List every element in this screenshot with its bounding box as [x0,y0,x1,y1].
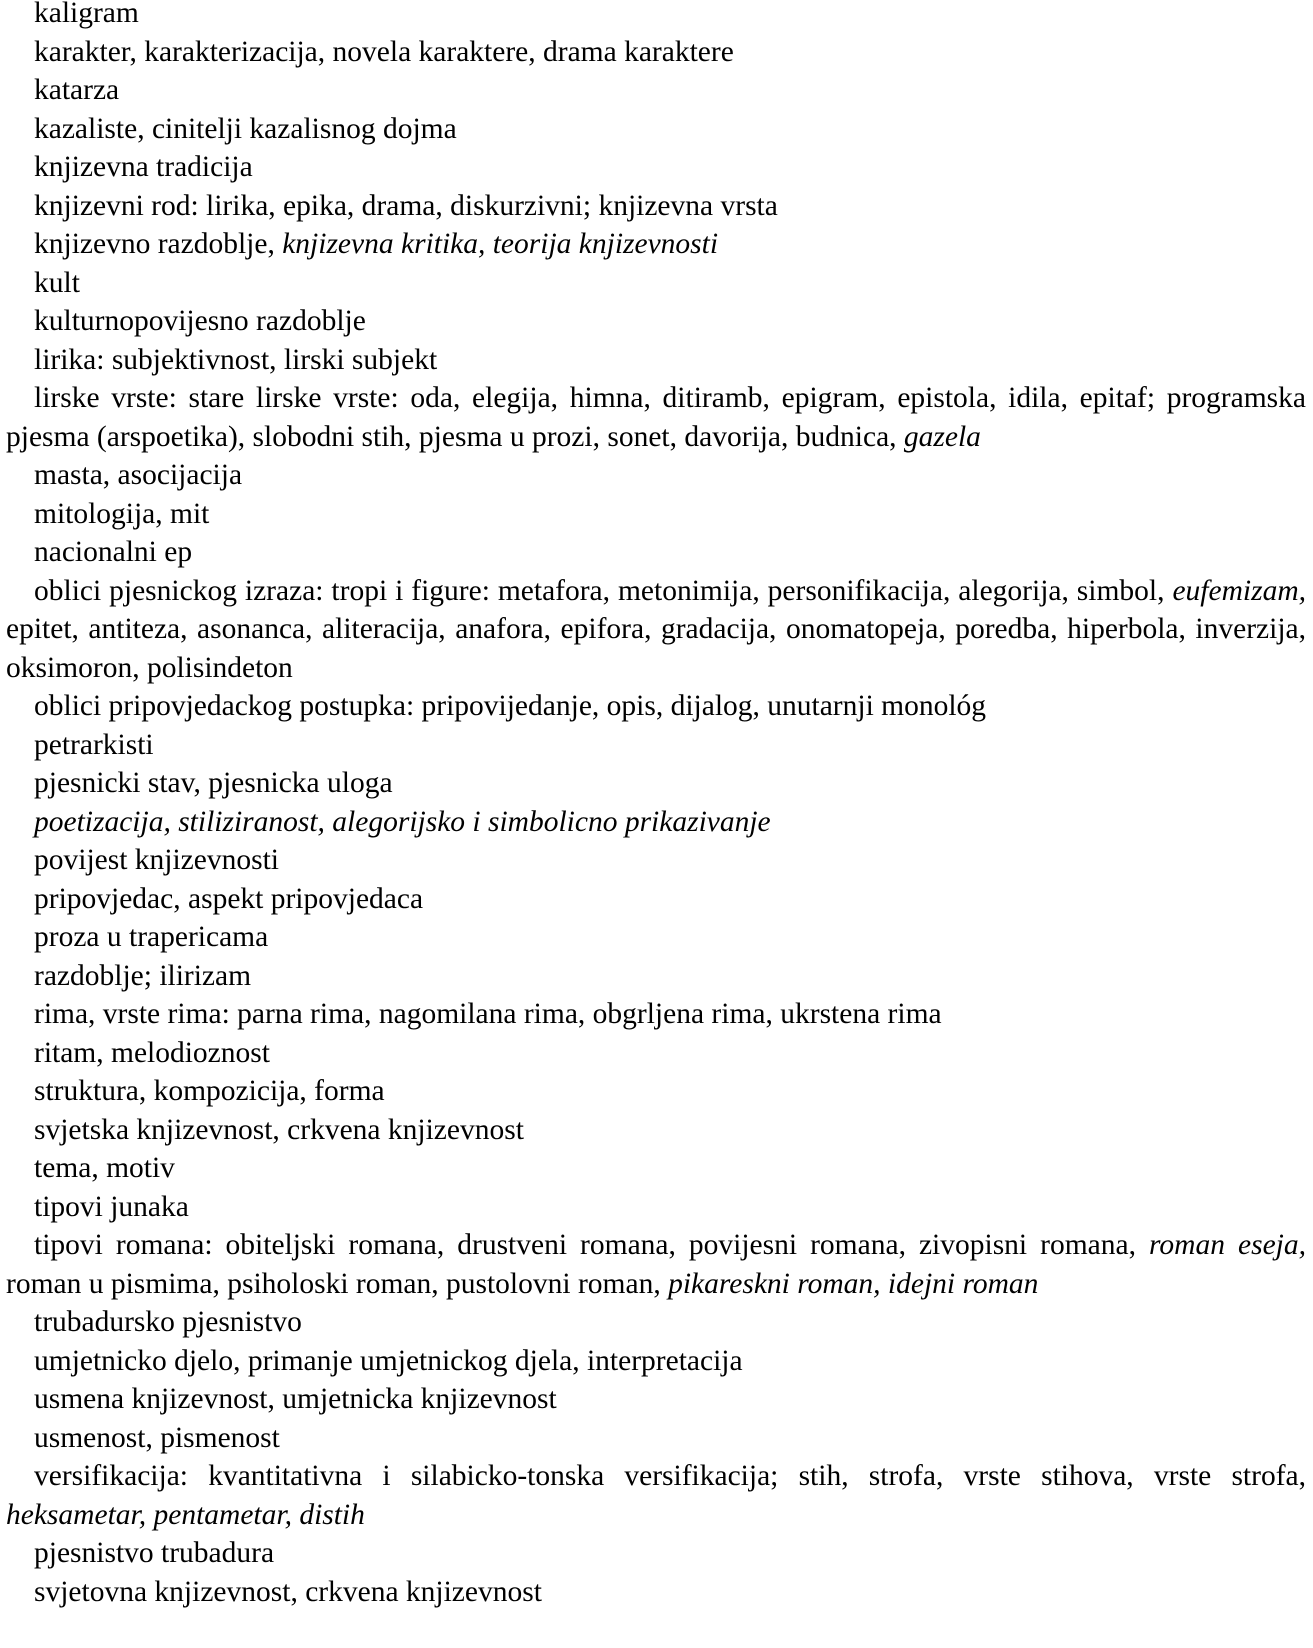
glossary-entry [6,1342,1306,1381]
glossary-entry [6,1111,1306,1150]
entry-text-italic: heksametar, pentametar, distih [6,1498,365,1531]
entry-text: knjizevna tradicija [34,151,253,183]
glossary-entry [6,1072,1306,1111]
glossary-entry [6,302,1306,341]
glossary-entry [6,880,1306,919]
entry-text: katarza [34,74,120,106]
glossary-entry [6,379,1306,456]
entry-text: pjesnistvo trubadura [34,1537,275,1569]
glossary-entry [6,1380,1306,1419]
entry-text-italic: poetizacija, stiliziranost, alegorijsko i simbolicno prikazivanje [34,805,771,838]
entry-text: roman u pismima, psiholoski roman, pustolovni roman, [6,1267,669,1300]
entry-text: pjesnicki stav, pjesnicka uloga [34,767,393,799]
entry-text: mitologija, mit [34,497,210,530]
glossary-entry [6,1188,1306,1227]
entry-text: masta, asocijacija [34,459,243,491]
glossary-entry [6,1034,1306,1073]
glossary-entry [6,1149,1306,1188]
entry-text: versifikacija: kvantitativna i silabicko-tonska versifikacija; stih, strofa, vrste stihova, vrste strofa, [34,1460,1306,1492]
entry-text: svjetska knjizevnost, crkvena knjizevnost [34,1113,524,1146]
glossary-entry [6,1419,1306,1458]
glossary-entry [6,148,1306,187]
glossary-entry [6,803,1306,842]
entry-text: struktura, kompozicija, forma [34,1075,385,1107]
entry-text: umjetnicko djelo, primanje umjetnickog djela, interpretacija [34,1344,743,1377]
glossary-entry [6,687,1306,726]
glossary-entry [6,1303,1306,1342]
glossary-entry [6,957,1306,996]
glossary-entry [6,495,1306,534]
glossary-entry [6,918,1306,957]
entry-text: kulturnopovijesno razdoblje [34,305,366,337]
glossary-entry [6,341,1306,380]
glossary-entry [6,1457,1306,1534]
entry-text: kult [34,266,80,299]
entry-text: oblici pripovjedackog postupka: pripovijedanje, opis, dijalog, unutarnji monológ [34,690,987,722]
glossary-entry [6,187,1306,226]
entry-text-italic: roman eseja, [1149,1229,1306,1261]
entry-text: usmena knjizevnost, umjetnicka knjizevnost [34,1383,557,1415]
glossary-entry [6,1534,1306,1573]
entry-text: kaligram [34,0,139,29]
glossary-entry [6,33,1306,72]
entry-text: povijest knjizevnosti [34,844,279,876]
glossary-entry [6,764,1306,803]
glossary-entry [6,533,1306,572]
entry-text: lirika: subjektivnost, lirski subjekt [34,343,438,376]
glossary-entry [6,0,1306,33]
entry-text-italic: knjizevna kritika, teorija knjizevnosti [282,228,719,260]
glossary-entry [6,1226,1306,1303]
entry-text: epitet, antiteza, asonanca, aliteracija, anafora, epifora, gradacija, onomatopeja, poredba, hiperbola, inverzija, oksimoron, polisindeton [6,613,1306,684]
glossary-entry [6,456,1306,495]
entry-text: petrarkisti [34,728,154,761]
glossary-entry [6,110,1306,149]
entry-text-italic: pikareskni roman, idejni roman [668,1267,1039,1300]
entry-text: usmenost, pismenost [34,1421,280,1454]
glossary-entry [6,726,1306,765]
entry-text-italic: gazela [903,420,981,453]
glossary-entry [6,841,1306,880]
entry-text: tipovi romana: obiteljski romana, drustveni romana, povijesni romana, zivopisni romana, [34,1229,1150,1261]
entry-text: nacionalni ep [34,536,193,568]
entry-text-italic: eufemizam, [1172,574,1306,607]
glossary-entry [6,995,1306,1034]
entry-text: pripovjedac, aspekt pripovjedaca [34,882,424,915]
entry-text: kazaliste, cinitelji kazalisnog dojma [34,112,457,145]
entry-text: svjetovna knjizevnost, crkvena knjizevnost [34,1575,542,1608]
entry-text: tema, motiv [34,1152,175,1184]
entry-text: karakter, karakterizacija, novela karaktere, drama karaktere [34,35,734,68]
glossary-entry [6,264,1306,303]
entry-text: knjizevno razdoblje, [34,228,283,260]
entry-text: rima, vrste rima: parna rima, nagomilana rima, obgrljena rima, ukrstena rima [34,998,942,1030]
glossary-list [6,0,1306,1611]
glossary-entry [6,71,1306,110]
entry-text: tipovi junaka [34,1190,189,1223]
entry-text: trubadursko pjesnistvo [34,1306,302,1338]
entry-text: oblici pjesnickog izraza: tropi i figure: metafora, metonimija, personifikacija, alegorija, simbol, [34,574,1173,607]
entry-text: ritam, melodioznost [34,1036,270,1069]
entry-text: lirske vrste: stare lirske vrste: oda, elegija, himna, ditiramb, epigram, epistola, idila, epitaf; programska pjesma (arspoetika), slobodni stih, pjesma u prozi, sonet, davorija, budnica, [6,382,1306,453]
glossary-entry [6,1573,1306,1612]
glossary-entry [6,225,1306,264]
entry-text: proza u trapericama [34,921,269,953]
glossary-entry [6,572,1306,688]
entry-text: razdoblje; ilirizam [34,959,252,992]
entry-text: knjizevni rod: lirika, epika, drama, diskurzivni; knjizevna vrsta [34,189,778,222]
